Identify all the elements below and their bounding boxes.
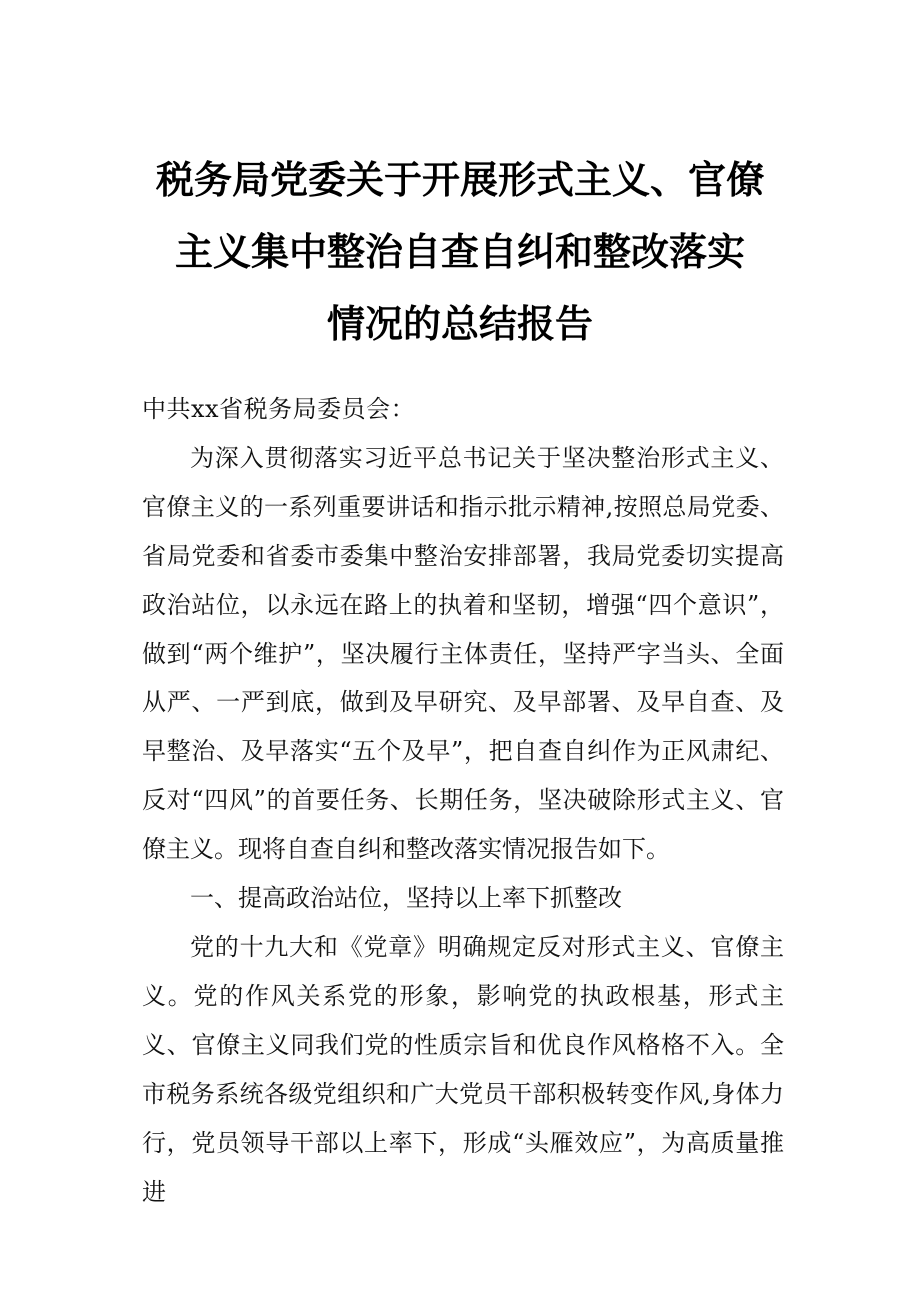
salutation: 中共xx省税务局委员会： xyxy=(142,395,416,423)
title-line-1: 税务局党委关于开展形式主义、官僚 xyxy=(155,158,764,202)
section-heading: 一、提高政治站位，坚持以上率下抓整改 xyxy=(190,884,622,913)
document-title xyxy=(120,144,800,360)
section-paragraph: 党的十九大和《党章》明确规定反对形式主义、官僚主义。党的作风关系党的形象，影响党的执政根基，形式主义、官僚主义同我们党的性质宗旨和优良作风格格不入。全市税务系统各级党组织和广大党员干部积极转变作风,身体力行，党员领导干部以上率下，形成“头雁效应”，为高质量推进 xyxy=(142,932,784,1206)
title-line-2: 主义集中整治自查自纠和整改落实 xyxy=(174,230,745,274)
intro-paragraph: 为深入贯彻落实习近平总书记关于坚决整治形式主义、官僚主义的一系列重要讲话和指示批示精神,按照总局党委、省局党委和省委市委集中整治安排部署，我局党委切实提高政治站位，以永远在路上的执着和坚韧，增强“四个意识”，做到“两个维护”，坚决履行主体责任，坚持严字当头、全面从严、一严到底，做到及早研究、及早部署、及早自查、及早整治、及早落实“五个及早”，把自查自纠作为正风肃纪、反对“四风”的首要任务、长期任务，坚决破除形式主义、官僚主义。现将自查自纠和整改落实情况报告如下。 xyxy=(142,443,784,864)
title-line-3: 情况的总结报告 xyxy=(326,302,593,346)
document-body xyxy=(142,385,784,1216)
